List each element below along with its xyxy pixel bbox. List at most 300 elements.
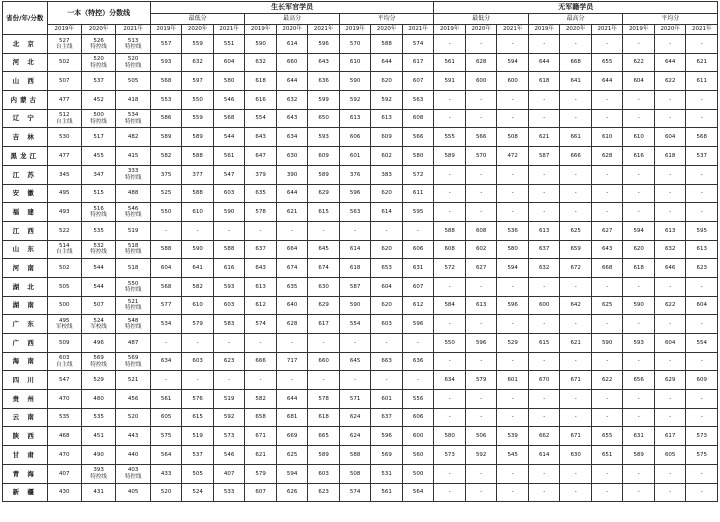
table-row	[3, 408, 718, 427]
score-cell: -	[465, 315, 497, 334]
score-cell: 671	[560, 427, 592, 446]
score-cell: -	[686, 109, 718, 128]
score-cell: 592	[339, 91, 371, 110]
score-cell: -	[528, 91, 560, 110]
score-cell: 717	[276, 352, 308, 371]
score-cell: 537	[686, 147, 718, 166]
score-cell: 623	[686, 259, 718, 278]
year-header: 2019年	[47, 25, 81, 35]
score-cell: -	[560, 203, 592, 222]
score-cell: 632	[528, 259, 560, 278]
first-tier-cell: 468	[47, 427, 81, 446]
score-cell: 635	[245, 184, 277, 203]
score-cell: 555	[434, 128, 466, 147]
first-tier-cell: 490	[81, 446, 115, 465]
score-cell: 643	[591, 240, 623, 259]
table-row	[3, 352, 718, 371]
score-cell: 627	[465, 259, 497, 278]
score-cell: 550	[434, 334, 466, 353]
score-cell: 626	[276, 483, 308, 502]
score-cell: 551	[213, 35, 245, 54]
score-cell: 632	[245, 53, 277, 72]
year-header: 2020年	[654, 25, 686, 35]
score-cell: 529	[497, 334, 529, 353]
score-cell: 620	[371, 296, 403, 315]
score-cell: -	[434, 352, 466, 371]
score-cell: 590	[623, 296, 655, 315]
year-header: 2020年	[560, 25, 592, 35]
score-cell: 629	[654, 371, 686, 390]
score-cell: -	[434, 315, 466, 334]
score-cell: 609	[686, 371, 718, 390]
score-cell: 559	[182, 35, 214, 54]
score-cell: 566	[402, 128, 434, 147]
first-tier-cell: 488	[116, 184, 150, 203]
score-cell: 561	[434, 53, 466, 72]
first-tier-cell: 550 特控线	[116, 277, 150, 296]
score-cell: 556	[402, 390, 434, 409]
first-tier-cell: 393 特控线	[81, 464, 115, 483]
score-cell: -	[591, 315, 623, 334]
score-cell: -	[654, 352, 686, 371]
first-tier-cell: 495	[47, 184, 81, 203]
score-cell: -	[434, 165, 466, 184]
score-cell: -	[686, 184, 718, 203]
score-cell: -	[213, 334, 245, 353]
score-cell: 602	[371, 147, 403, 166]
score-cell: 582	[245, 390, 277, 409]
score-cell: -	[308, 371, 340, 390]
score-cell: 536	[497, 221, 529, 240]
score-cell: 566	[465, 128, 497, 147]
score-cell: 609	[308, 147, 340, 166]
year-header: 2021年	[213, 25, 245, 35]
score-cell: -	[434, 483, 466, 502]
score-cell: 557	[150, 35, 182, 54]
score-cell: 560	[402, 446, 434, 465]
first-tier-cell: 519	[116, 221, 150, 240]
score-cell: -	[591, 203, 623, 222]
table-row	[3, 91, 718, 110]
score-cell: -	[434, 408, 466, 427]
score-cell: 580	[213, 72, 245, 91]
first-tier-cell: 415	[116, 147, 150, 166]
score-cell: 472	[497, 147, 529, 166]
province-cell: 贵 州	[3, 390, 48, 409]
score-cell: -	[402, 371, 434, 390]
score-cell: -	[686, 483, 718, 502]
score-cell: 618	[339, 259, 371, 278]
score-cell: 579	[465, 371, 497, 390]
first-tier-cell: 407	[47, 464, 81, 483]
score-cell: 554	[339, 315, 371, 334]
score-cell: 579	[245, 464, 277, 483]
first-tier-cell: 418	[116, 91, 150, 110]
score-cell: 564	[150, 446, 182, 465]
first-tier-cell: 430	[47, 483, 81, 502]
score-cell: -	[402, 221, 434, 240]
score-cell: 643	[245, 128, 277, 147]
score-cell: -	[182, 221, 214, 240]
score-cell: 578	[308, 390, 340, 409]
score-cell: 629	[308, 296, 340, 315]
score-cell: 604	[654, 334, 686, 353]
score-cell: 614	[276, 35, 308, 54]
score-cell: 506	[465, 427, 497, 446]
first-tier-cell: 500 特控线	[81, 109, 115, 128]
table-row	[3, 427, 718, 446]
score-cell: 609	[371, 128, 403, 147]
score-cell: 533	[213, 483, 245, 502]
year-header: 2021年	[308, 25, 340, 35]
first-tier-cell: 480	[81, 390, 115, 409]
province-cell: 甘 肃	[3, 446, 48, 465]
score-cell: -	[623, 109, 655, 128]
score-cell: 573	[686, 427, 718, 446]
score-cell: -	[497, 165, 529, 184]
score-cell: 568	[213, 109, 245, 128]
score-cell: -	[465, 408, 497, 427]
score-cell: 524	[182, 483, 214, 502]
score-cell: 607	[245, 483, 277, 502]
first-tier-cell: 518	[116, 259, 150, 278]
first-tier-cell: 403 特控线	[116, 464, 150, 483]
cadet-max-header: 最高分	[245, 14, 340, 25]
score-cell: -	[591, 483, 623, 502]
province-cell: 安 徽	[3, 184, 48, 203]
score-cell: 375	[150, 165, 182, 184]
score-cell: 586	[150, 109, 182, 128]
score-cell: -	[465, 35, 497, 54]
table-row	[3, 315, 718, 334]
score-cell: -	[623, 408, 655, 427]
score-cell: 655	[591, 53, 623, 72]
score-cell: -	[434, 203, 466, 222]
score-cell: 615	[528, 334, 560, 353]
score-cell: 613	[654, 221, 686, 240]
first-tier-cell: 569 特控线	[116, 352, 150, 371]
table-row	[3, 72, 718, 91]
score-cell: 539	[497, 427, 529, 446]
score-cell: -	[497, 352, 529, 371]
table-row	[3, 446, 718, 465]
score-cell: 564	[402, 483, 434, 502]
score-cell: 593	[213, 277, 245, 296]
score-cell: -	[150, 371, 182, 390]
score-cell: -	[654, 184, 686, 203]
score-cell: 610	[339, 53, 371, 72]
first-tier-cell: 535	[47, 408, 81, 427]
year-header: 2019年	[528, 25, 560, 35]
table-row	[3, 277, 718, 296]
year-header: 2019年	[245, 25, 277, 35]
score-cell: 610	[623, 128, 655, 147]
score-cell: 570	[465, 147, 497, 166]
score-cell: -	[591, 91, 623, 110]
score-cell: -	[654, 35, 686, 54]
score-cell: 616	[245, 91, 277, 110]
first-tier-cell: 477	[47, 91, 81, 110]
first-tier-cell: 443	[116, 427, 150, 446]
score-cell: 596	[402, 315, 434, 334]
score-cell: 593	[623, 334, 655, 353]
first-tier-cell: 544	[81, 259, 115, 278]
score-cell: 505	[182, 464, 214, 483]
score-cell: -	[560, 408, 592, 427]
first-tier-cell: 455	[81, 147, 115, 166]
score-cell: 630	[276, 147, 308, 166]
score-cell: -	[434, 91, 466, 110]
score-cell: -	[308, 334, 340, 353]
score-cell: 579	[182, 315, 214, 334]
score-cell: 622	[623, 53, 655, 72]
score-cell: 547	[213, 165, 245, 184]
score-cell: 590	[182, 240, 214, 259]
score-cell: 681	[276, 408, 308, 427]
score-cell: -	[339, 221, 371, 240]
score-cell: 618	[623, 259, 655, 278]
score-cell: -	[560, 91, 592, 110]
score-cell: -	[371, 334, 403, 353]
score-cell: 550	[182, 91, 214, 110]
score-cell: -	[434, 35, 466, 54]
score-cell: -	[591, 408, 623, 427]
first-tier-cell: 482	[116, 128, 150, 147]
score-cell: 614	[528, 446, 560, 465]
table-row	[3, 165, 718, 184]
score-cell: 576	[182, 390, 214, 409]
score-cell: 666	[245, 352, 277, 371]
score-cell: -	[150, 334, 182, 353]
score-cell: 621	[528, 128, 560, 147]
score-cell: 617	[654, 427, 686, 446]
score-cell: 645	[339, 352, 371, 371]
province-cell: 陕 西	[3, 427, 48, 446]
score-cell: 627	[591, 221, 623, 240]
group-cadet-header: 生长军官学员	[150, 2, 434, 14]
score-cell: 613	[339, 109, 371, 128]
first-tier-cell: 526 特控线	[81, 35, 115, 54]
year-header: 2020年	[465, 25, 497, 35]
score-cell: -	[497, 184, 529, 203]
score-cell: 577	[150, 296, 182, 315]
province-cell: 辽 宁	[3, 109, 48, 128]
score-cell: 607	[402, 277, 434, 296]
score-cell: 606	[339, 128, 371, 147]
score-cell: 660	[276, 53, 308, 72]
score-cell: 561	[371, 483, 403, 502]
score-cell: 622	[654, 296, 686, 315]
score-cell: -	[686, 408, 718, 427]
score-cell: 593	[308, 128, 340, 147]
score-cell: 554	[245, 109, 277, 128]
score-cell: 572	[434, 259, 466, 278]
score-cell: -	[686, 352, 718, 371]
score-cell: 600	[465, 72, 497, 91]
score-cell: 660	[308, 352, 340, 371]
score-cell: 625	[591, 296, 623, 315]
first-tier-cell: 520	[116, 408, 150, 427]
score-cell: 647	[245, 147, 277, 166]
first-tier-cell: 452	[81, 91, 115, 110]
table-row	[3, 240, 718, 259]
first-tier-cell: 405	[116, 483, 150, 502]
score-cell: -	[591, 165, 623, 184]
score-cell: 525	[150, 184, 182, 203]
score-cell: -	[276, 371, 308, 390]
province-cell: 黑龙江	[3, 147, 48, 166]
score-cell: -	[339, 371, 371, 390]
province-cell: 湖 北	[3, 277, 48, 296]
score-cell: 661	[560, 128, 592, 147]
score-cell: 550	[150, 203, 182, 222]
score-cell: 634	[434, 371, 466, 390]
score-cell: 590	[339, 72, 371, 91]
score-cell: -	[465, 390, 497, 409]
score-cell: -	[686, 35, 718, 54]
score-cell: 591	[434, 72, 466, 91]
score-cell: 606	[402, 240, 434, 259]
first-tier-cell: 487	[116, 334, 150, 353]
first-tier-cell: 505	[116, 72, 150, 91]
province-cell: 云 南	[3, 408, 48, 427]
score-cell: -	[402, 334, 434, 353]
first-tier-cell: 537	[81, 72, 115, 91]
score-cell: 629	[308, 184, 340, 203]
score-cell: -	[623, 35, 655, 54]
score-cell: 561	[150, 390, 182, 409]
score-cell: -	[465, 203, 497, 222]
score-cell: 600	[497, 72, 529, 91]
score-cell: 600	[402, 427, 434, 446]
first-tier-cell: 527 自主线	[47, 35, 81, 54]
first-tier-cell: 515	[81, 184, 115, 203]
first-tier-cell: 431	[81, 483, 115, 502]
score-cell: 663	[371, 352, 403, 371]
first-tier-cell: 521 特控线	[116, 296, 150, 315]
score-cell: 635	[276, 277, 308, 296]
score-cell: 508	[339, 464, 371, 483]
score-cell: 594	[623, 221, 655, 240]
score-cell: -	[686, 390, 718, 409]
score-cell: -	[245, 221, 277, 240]
cadet-min-header: 最低分	[150, 14, 245, 25]
score-cell: 379	[245, 165, 277, 184]
score-cell: -	[434, 390, 466, 409]
score-cell: 605	[150, 408, 182, 427]
score-cell: -	[528, 165, 560, 184]
table-row	[3, 203, 718, 222]
score-cell: 508	[497, 128, 529, 147]
score-cell: -	[560, 315, 592, 334]
score-cell: 643	[276, 109, 308, 128]
score-cell: -	[623, 352, 655, 371]
score-cell: 634	[150, 352, 182, 371]
score-cell: -	[528, 483, 560, 502]
score-cell: 659	[560, 240, 592, 259]
score-cell: 644	[654, 53, 686, 72]
score-cell: 572	[402, 165, 434, 184]
score-cell: 651	[591, 446, 623, 465]
province-cell: 海 南	[3, 352, 48, 371]
first-tier-cell: 507	[81, 296, 115, 315]
score-cell: -	[654, 315, 686, 334]
province-cell: 吉 林	[3, 128, 48, 147]
year-header: 2021年	[497, 25, 529, 35]
score-cell: 568	[150, 277, 182, 296]
score-cell: 519	[182, 427, 214, 446]
score-cell: 589	[150, 128, 182, 147]
score-cell: 618	[308, 408, 340, 427]
score-cell: -	[497, 315, 529, 334]
first-tier-cell: 456	[116, 390, 150, 409]
score-cell: -	[560, 483, 592, 502]
score-cell: 634	[276, 128, 308, 147]
score-cell: -	[528, 390, 560, 409]
score-cell: 604	[371, 277, 403, 296]
score-cell: 604	[686, 296, 718, 315]
score-cell: 618	[654, 147, 686, 166]
score-cell: 658	[245, 408, 277, 427]
score-cell: 595	[402, 203, 434, 222]
score-cell: -	[465, 184, 497, 203]
score-cell: 407	[213, 464, 245, 483]
score-cell: 573	[434, 446, 466, 465]
first-tier-cell: 569 特控线	[81, 352, 115, 371]
score-cell: -	[528, 352, 560, 371]
score-cell: 636	[308, 72, 340, 91]
score-cell: 655	[591, 427, 623, 446]
score-cell: -	[623, 390, 655, 409]
first-tier-cell: 495 军校线	[47, 315, 81, 334]
score-cell: 605	[654, 446, 686, 465]
score-cell: 603	[182, 352, 214, 371]
score-cell: -	[528, 109, 560, 128]
first-tier-cell: 520 特控线	[81, 53, 115, 72]
score-cell: 610	[182, 296, 214, 315]
year-header: 2019年	[434, 25, 466, 35]
score-cell: -	[654, 165, 686, 184]
score-cell: 620	[371, 72, 403, 91]
province-cell: 河 南	[3, 259, 48, 278]
table-row	[3, 109, 718, 128]
score-cell: 650	[308, 109, 340, 128]
score-cell: -	[434, 184, 466, 203]
score-cell: -	[434, 464, 466, 483]
score-cell: -	[560, 184, 592, 203]
score-cell: 610	[182, 203, 214, 222]
score-cell: 621	[686, 53, 718, 72]
first-tier-cell: 547	[47, 371, 81, 390]
score-cell: 656	[623, 371, 655, 390]
score-cell: 580	[497, 240, 529, 259]
score-cell: -	[371, 221, 403, 240]
score-cell: 601	[497, 371, 529, 390]
score-cell: -	[465, 352, 497, 371]
score-cell: 601	[339, 147, 371, 166]
score-cell: -	[276, 334, 308, 353]
first-tier-cell: 333 特控线	[116, 165, 150, 184]
score-cell: 644	[276, 390, 308, 409]
score-cell: 622	[591, 371, 623, 390]
score-cell: 574	[402, 35, 434, 54]
score-cell: 544	[213, 128, 245, 147]
score-cell: 618	[528, 72, 560, 91]
table-row	[3, 296, 718, 315]
score-cell: 613	[371, 109, 403, 128]
first-tier-cell: 524 军校线	[81, 315, 115, 334]
score-cell: 645	[308, 240, 340, 259]
